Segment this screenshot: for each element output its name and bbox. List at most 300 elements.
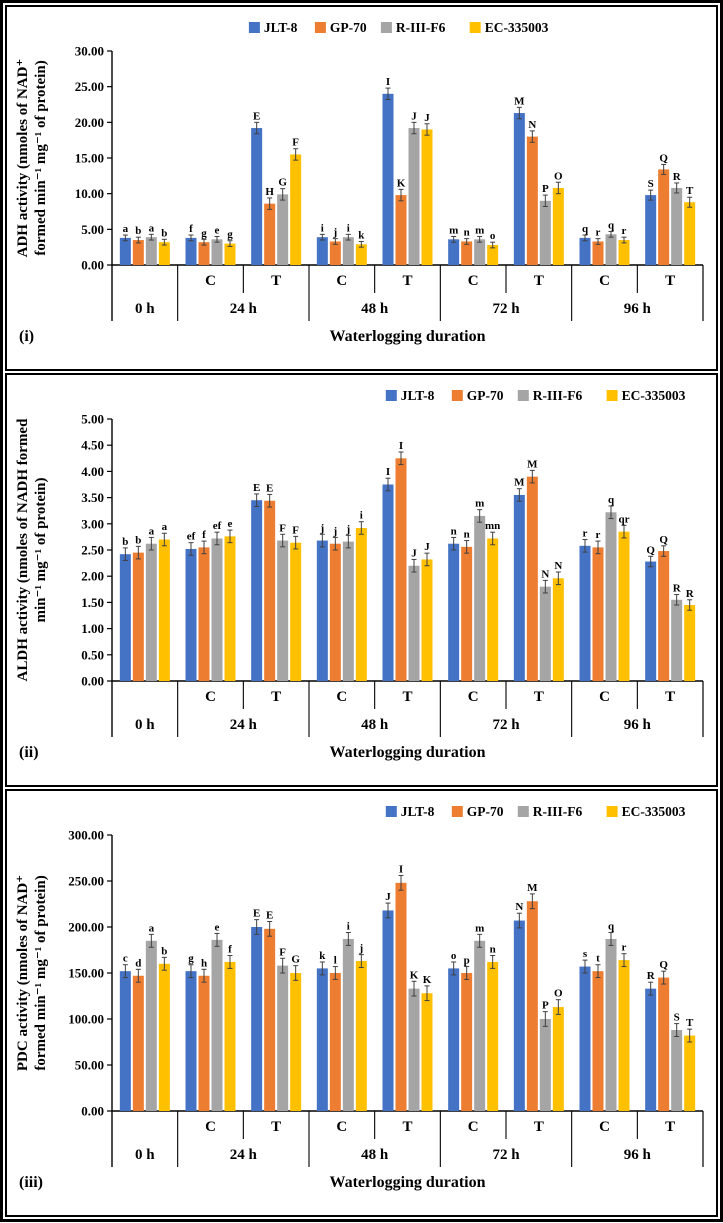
duration-label: 96 h bbox=[623, 717, 651, 733]
bar bbox=[277, 541, 288, 681]
sig-letter: r bbox=[595, 529, 601, 542]
bar bbox=[422, 993, 433, 1111]
legend-label: EC-335003 bbox=[621, 388, 686, 403]
bar bbox=[146, 544, 157, 681]
y-tick-label: 250.00 bbox=[68, 873, 104, 889]
bar bbox=[133, 976, 144, 1111]
sig-letter: n bbox=[450, 525, 457, 538]
bar bbox=[553, 578, 564, 681]
y-tick-label: 20.00 bbox=[74, 114, 104, 130]
sig-letter: b bbox=[161, 945, 168, 958]
bar bbox=[645, 562, 656, 681]
y-tick-label: 3.50 bbox=[81, 490, 104, 506]
sig-letter: F bbox=[292, 524, 300, 537]
sig-letter: M bbox=[514, 95, 525, 108]
sig-letter: o bbox=[489, 230, 496, 243]
sig-letter: i bbox=[346, 920, 350, 933]
bar bbox=[199, 242, 210, 265]
sig-letter: Q bbox=[659, 533, 668, 546]
bar bbox=[120, 971, 131, 1111]
sub-category-label: T bbox=[665, 273, 676, 289]
legend-swatch bbox=[381, 22, 392, 33]
sig-letter: O bbox=[554, 170, 563, 183]
sig-letter: T bbox=[685, 1017, 694, 1030]
sig-letter: ef bbox=[186, 530, 196, 543]
duration-label: 96 h bbox=[623, 1147, 651, 1163]
pdc-bar-chart bbox=[7, 791, 716, 1215]
bar bbox=[448, 239, 459, 265]
sub-category-label: T bbox=[533, 1119, 544, 1135]
sig-letter: F bbox=[279, 946, 287, 959]
sig-letter: r bbox=[582, 527, 588, 540]
sig-letter: P bbox=[541, 999, 549, 1012]
bar bbox=[264, 501, 275, 681]
bar bbox=[146, 237, 157, 265]
sig-letter: a bbox=[161, 521, 168, 534]
sub-category-label: C bbox=[205, 1119, 216, 1135]
sig-letter: E bbox=[252, 907, 261, 920]
bar bbox=[593, 547, 604, 681]
bar bbox=[474, 941, 485, 1111]
bar bbox=[159, 964, 170, 1111]
sub-category-label: C bbox=[336, 689, 348, 705]
sig-letter: r bbox=[621, 941, 627, 954]
sig-letter: J bbox=[385, 891, 391, 904]
sig-letter: S bbox=[647, 178, 654, 191]
duration-label: 0 h bbox=[135, 717, 155, 733]
bar bbox=[474, 239, 485, 265]
sig-letter: q bbox=[581, 223, 589, 236]
duration-label: 72 h bbox=[492, 1147, 520, 1163]
bar bbox=[527, 137, 538, 265]
bar bbox=[514, 921, 525, 1111]
y-tick-label: 4.50 bbox=[81, 437, 104, 453]
sig-letter: g bbox=[188, 952, 194, 965]
chart-panel-aldh bbox=[5, 373, 718, 787]
bar bbox=[343, 237, 354, 265]
bar bbox=[487, 962, 498, 1111]
legend-swatch bbox=[470, 22, 481, 33]
y-tick-label: 150.00 bbox=[68, 965, 104, 981]
bar bbox=[383, 910, 394, 1111]
sub-category-label: T bbox=[533, 689, 544, 705]
sig-letter: j bbox=[320, 522, 325, 535]
bar bbox=[120, 238, 131, 265]
duration-label: 24 h bbox=[229, 301, 257, 317]
sub-category-label: C bbox=[599, 689, 610, 705]
sig-letter: G bbox=[291, 953, 300, 966]
bar bbox=[383, 485, 394, 682]
bar bbox=[186, 549, 197, 681]
bar bbox=[593, 971, 604, 1111]
sig-letter: K bbox=[396, 177, 406, 190]
bar bbox=[120, 554, 131, 681]
sub-category-label: T bbox=[402, 689, 413, 705]
bar bbox=[396, 883, 407, 1111]
sig-letter: b bbox=[161, 227, 168, 240]
y-tick-label: 10.00 bbox=[74, 186, 104, 202]
bar bbox=[317, 968, 328, 1111]
sig-letter: q bbox=[607, 493, 615, 506]
legend-swatch bbox=[452, 390, 463, 401]
sig-letter: j bbox=[333, 525, 338, 538]
bar bbox=[343, 542, 354, 681]
sub-category-label: T bbox=[271, 273, 282, 289]
sig-letter: J bbox=[411, 110, 417, 123]
legend-swatch bbox=[518, 806, 529, 817]
legend-swatch bbox=[315, 22, 326, 33]
y-tick-label: 0.50 bbox=[81, 647, 104, 663]
sig-letter: i bbox=[346, 222, 350, 235]
bar bbox=[540, 1019, 551, 1111]
sig-letter: b bbox=[135, 225, 142, 238]
legend-label: R-III-F6 bbox=[532, 388, 583, 403]
y-tick-label: 15.00 bbox=[74, 150, 104, 166]
sig-letter: R bbox=[646, 970, 655, 983]
sub-category-label: T bbox=[533, 273, 544, 289]
sig-letter: N bbox=[541, 568, 550, 581]
bar bbox=[264, 929, 275, 1111]
sig-letter: E bbox=[265, 482, 274, 495]
duration-label: 72 h bbox=[492, 717, 520, 733]
sub-category-label: C bbox=[467, 273, 479, 289]
bar bbox=[593, 241, 604, 265]
chart-panel-pdc bbox=[5, 789, 718, 1217]
legend-label: R-III-F6 bbox=[532, 804, 583, 819]
legend-swatch bbox=[607, 390, 618, 401]
sig-letter: Q bbox=[659, 959, 668, 972]
sig-letter: I bbox=[398, 440, 404, 453]
duration-label: 48 h bbox=[361, 1147, 389, 1163]
bar bbox=[671, 1030, 682, 1111]
sig-letter: N bbox=[515, 901, 524, 914]
y-axis-title-line1: PDC activity (nmoles of NAD⁺ bbox=[15, 874, 31, 1072]
bar bbox=[277, 966, 288, 1111]
sig-letter: s bbox=[582, 948, 588, 961]
bar bbox=[448, 968, 459, 1111]
bar bbox=[553, 188, 564, 265]
bar bbox=[684, 605, 695, 681]
sig-letter: Q bbox=[659, 152, 668, 165]
sub-category-label: T bbox=[665, 689, 676, 705]
bar bbox=[264, 204, 275, 265]
sub-category-label: C bbox=[205, 273, 216, 289]
x-axis-title: Waterlogging duration bbox=[329, 1174, 486, 1191]
bar bbox=[199, 976, 210, 1111]
y-tick-label: 100.00 bbox=[68, 1011, 104, 1027]
bar bbox=[186, 238, 197, 265]
y-axis-title-line1: ALDH activity (nmoles of NADH formed bbox=[15, 418, 31, 682]
sig-letter: d bbox=[135, 957, 142, 970]
legend-label: R-III-F6 bbox=[395, 20, 446, 35]
sig-letter: E bbox=[252, 481, 261, 494]
bar bbox=[290, 973, 301, 1111]
legend-label: GP-70 bbox=[329, 20, 367, 35]
y-axis-title-line1: ADH activity (nmoles of NAD⁺ bbox=[15, 58, 31, 258]
y-tick-label: 0.00 bbox=[81, 1103, 104, 1119]
sig-letter: F bbox=[279, 522, 287, 535]
sig-letter: M bbox=[527, 881, 538, 894]
bar bbox=[527, 901, 538, 1111]
sig-letter: k bbox=[319, 949, 326, 962]
sig-letter: I bbox=[385, 76, 391, 89]
y-tick-label: 2.50 bbox=[81, 542, 104, 558]
sig-letter: M bbox=[527, 458, 538, 471]
sig-letter: N bbox=[554, 560, 563, 573]
x-axis-title: Waterlogging duration bbox=[329, 328, 486, 345]
bar bbox=[606, 234, 617, 265]
bar bbox=[212, 940, 223, 1111]
sig-letter: qr bbox=[618, 513, 630, 526]
duration-label: 72 h bbox=[492, 301, 520, 317]
y-axis-title-line2: formed min⁻¹ mg⁻¹ of protein) bbox=[33, 875, 49, 1071]
sig-letter: I bbox=[398, 863, 404, 876]
bar bbox=[330, 241, 341, 265]
chart-panel-adh bbox=[5, 5, 718, 371]
aldh-bar-chart bbox=[7, 375, 716, 785]
sub-category-label: T bbox=[402, 273, 413, 289]
sig-letter: o bbox=[450, 949, 457, 962]
y-tick-label: 5.00 bbox=[81, 411, 104, 427]
legend-label: JLT-8 bbox=[263, 20, 298, 35]
y-tick-label: 0.00 bbox=[81, 673, 104, 689]
y-tick-label: 300.00 bbox=[68, 827, 104, 843]
y-axis-title-line2: min⁻¹ mg⁻¹ of protein) bbox=[33, 477, 49, 623]
adh-bar-chart bbox=[7, 7, 716, 369]
bar bbox=[383, 94, 394, 265]
y-tick-label: 1.50 bbox=[81, 594, 104, 610]
sig-letter: n bbox=[489, 943, 496, 956]
bar bbox=[684, 202, 695, 265]
bar bbox=[290, 154, 301, 265]
bar bbox=[606, 939, 617, 1111]
sig-letter: E bbox=[252, 110, 261, 123]
sub-category-label: C bbox=[336, 273, 348, 289]
sig-letter: m bbox=[475, 497, 485, 510]
sig-letter: P bbox=[541, 183, 549, 196]
bar bbox=[540, 587, 551, 681]
bar bbox=[343, 939, 354, 1111]
legend-label: JLT-8 bbox=[400, 804, 435, 819]
sig-letter: N bbox=[528, 118, 537, 131]
sig-letter: J bbox=[411, 547, 417, 560]
sig-letter: R bbox=[685, 587, 694, 600]
sig-letter: n bbox=[463, 528, 470, 541]
sig-letter: ef bbox=[212, 520, 222, 533]
sig-letter: r bbox=[621, 225, 627, 238]
legend-label: GP-70 bbox=[466, 804, 504, 819]
x-axis-title: Waterlogging duration bbox=[329, 744, 486, 761]
sig-letter: a bbox=[148, 922, 155, 935]
sig-letter: a bbox=[122, 223, 129, 236]
sig-letter: G bbox=[278, 176, 287, 189]
bar bbox=[422, 129, 433, 265]
sub-category-label: T bbox=[665, 1119, 676, 1135]
sig-letter: a bbox=[148, 525, 155, 538]
duration-label: 0 h bbox=[135, 301, 155, 317]
bar bbox=[159, 540, 170, 681]
y-tick-label: 200.00 bbox=[68, 919, 104, 935]
sub-category-label: T bbox=[271, 689, 282, 705]
sig-letter: b bbox=[135, 534, 142, 547]
bar bbox=[212, 538, 223, 681]
bar bbox=[159, 242, 170, 265]
y-tick-label: 30.00 bbox=[74, 43, 104, 59]
sub-category-label: C bbox=[599, 1119, 610, 1135]
panel-label: (iii) bbox=[19, 1174, 43, 1191]
bar bbox=[619, 240, 630, 265]
sig-letter: j bbox=[359, 942, 364, 955]
bar bbox=[580, 967, 591, 1111]
sig-letter: h bbox=[200, 957, 208, 970]
y-tick-label: 5.00 bbox=[81, 221, 104, 237]
bar bbox=[514, 113, 525, 265]
sig-letter: t bbox=[596, 952, 600, 965]
sig-letter: S bbox=[673, 1011, 680, 1024]
bar bbox=[356, 528, 367, 681]
bar bbox=[514, 495, 525, 681]
bar bbox=[553, 1007, 564, 1111]
sig-letter: R bbox=[672, 170, 681, 183]
sig-letter: Q bbox=[646, 544, 655, 557]
sub-category-label: C bbox=[336, 1119, 348, 1135]
legend-swatch bbox=[607, 806, 618, 817]
bar bbox=[580, 238, 591, 265]
bar bbox=[290, 543, 301, 681]
duration-label: 0 h bbox=[135, 1147, 155, 1163]
sig-letter: H bbox=[265, 185, 274, 198]
bar bbox=[487, 538, 498, 681]
sig-letter: K bbox=[409, 969, 419, 982]
sub-category-label: C bbox=[467, 689, 479, 705]
sig-letter: c bbox=[122, 952, 128, 965]
bar bbox=[671, 600, 682, 681]
bar bbox=[330, 973, 341, 1111]
duration-label: 24 h bbox=[229, 1147, 257, 1163]
sig-letter: l bbox=[333, 954, 337, 967]
y-tick-label: 25.00 bbox=[74, 79, 104, 95]
bar bbox=[527, 477, 538, 681]
bar bbox=[448, 544, 459, 681]
bar bbox=[409, 128, 420, 265]
bar bbox=[658, 978, 669, 1111]
sig-letter: O bbox=[554, 987, 563, 1000]
sig-letter: J bbox=[424, 111, 430, 124]
duration-label: 24 h bbox=[229, 717, 257, 733]
bar bbox=[658, 169, 669, 265]
duration-label: 48 h bbox=[361, 301, 389, 317]
sig-letter: a bbox=[148, 222, 155, 235]
sub-category-label: T bbox=[402, 1119, 413, 1135]
bar bbox=[225, 536, 236, 681]
bar bbox=[396, 195, 407, 265]
sig-letter: n bbox=[463, 226, 470, 239]
y-tick-label: 50.00 bbox=[74, 1057, 104, 1073]
legend-label: EC-335003 bbox=[484, 20, 549, 35]
bar bbox=[277, 194, 288, 265]
legend-label: JLT-8 bbox=[400, 388, 435, 403]
sig-letter: g bbox=[227, 228, 233, 241]
sig-letter: j bbox=[346, 523, 351, 536]
bar bbox=[199, 547, 210, 681]
sub-category-label: C bbox=[467, 1119, 479, 1135]
sig-letter: e bbox=[214, 224, 220, 237]
panel-label: (ii) bbox=[19, 744, 39, 761]
bar bbox=[474, 516, 485, 681]
legend-label: EC-335003 bbox=[621, 804, 686, 819]
bar bbox=[317, 237, 328, 265]
bar bbox=[133, 240, 144, 265]
legend-swatch bbox=[518, 390, 529, 401]
bar bbox=[409, 566, 420, 681]
bar bbox=[658, 551, 669, 681]
bar bbox=[409, 989, 420, 1111]
sig-letter: r bbox=[595, 226, 601, 239]
sig-letter: q bbox=[607, 920, 615, 933]
bar bbox=[461, 973, 472, 1111]
sig-letter: mn bbox=[485, 520, 501, 533]
sig-letter: i bbox=[359, 509, 363, 522]
legend-swatch bbox=[386, 806, 397, 817]
bar bbox=[422, 559, 433, 681]
sig-letter: j bbox=[333, 226, 338, 239]
sig-letter: m bbox=[475, 224, 485, 237]
sig-letter: M bbox=[514, 476, 525, 489]
sig-letter: b bbox=[122, 535, 129, 548]
sig-letter: p bbox=[463, 954, 470, 967]
sig-letter: E bbox=[265, 909, 274, 922]
bar bbox=[606, 512, 617, 681]
legend-swatch bbox=[249, 22, 260, 33]
y-tick-label: 0.00 bbox=[81, 257, 104, 273]
sig-letter: e bbox=[227, 518, 233, 531]
bar bbox=[619, 532, 630, 681]
sig-letter: K bbox=[422, 973, 432, 986]
legend-swatch bbox=[386, 390, 397, 401]
bar bbox=[251, 500, 262, 681]
y-tick-label: 3.00 bbox=[81, 516, 104, 532]
sig-letter: f bbox=[202, 529, 206, 542]
bar bbox=[356, 961, 367, 1111]
sig-letter: m bbox=[449, 224, 459, 237]
bar bbox=[133, 553, 144, 681]
y-axis-title-line2: formed min⁻¹ mg⁻¹ of protein) bbox=[33, 60, 49, 256]
sig-letter: i bbox=[320, 222, 324, 235]
bar bbox=[671, 188, 682, 265]
bar bbox=[684, 1036, 695, 1111]
bar bbox=[186, 971, 197, 1111]
sig-letter: T bbox=[685, 185, 694, 198]
bar bbox=[580, 546, 591, 681]
bar bbox=[330, 544, 341, 681]
sig-letter: f bbox=[189, 223, 193, 236]
panel-label: (i) bbox=[19, 328, 35, 345]
bar bbox=[317, 541, 328, 681]
sig-letter: g bbox=[201, 227, 207, 240]
bar bbox=[396, 458, 407, 681]
sig-letter: m bbox=[475, 922, 485, 935]
y-tick-label: 1.00 bbox=[81, 621, 104, 637]
bar bbox=[146, 941, 157, 1111]
bar bbox=[619, 960, 630, 1111]
sig-letter: I bbox=[385, 466, 391, 479]
bar bbox=[645, 989, 656, 1111]
bar bbox=[251, 128, 262, 265]
sig-letter: q bbox=[607, 219, 615, 232]
y-tick-label: 2.00 bbox=[81, 568, 104, 584]
sub-category-label: C bbox=[599, 273, 610, 289]
sig-letter: f bbox=[228, 943, 232, 956]
